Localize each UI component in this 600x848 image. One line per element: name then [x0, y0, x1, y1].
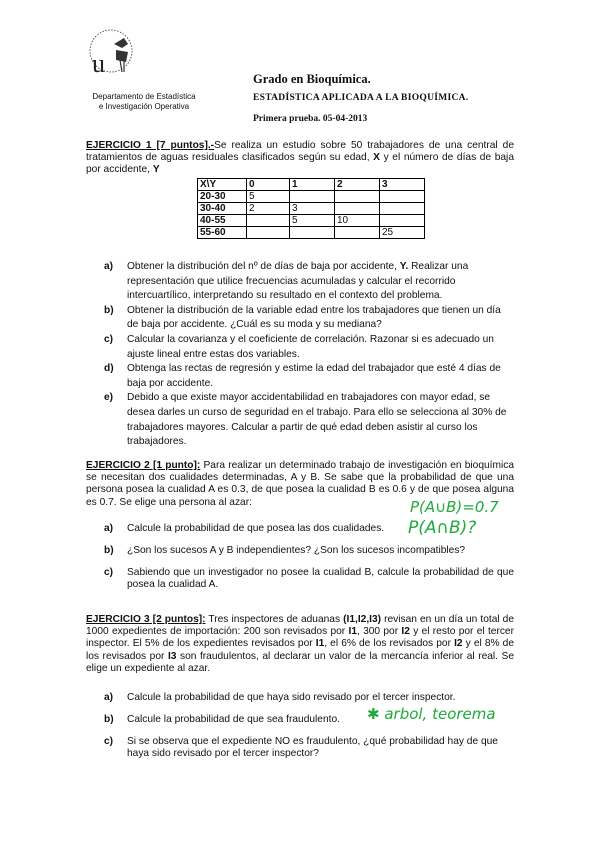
table-row: 30-40 2 3	[198, 203, 425, 215]
handwritten-note-intersection: P(A∩B)?	[408, 518, 477, 538]
department-name	[86, 92, 202, 111]
list-item: b) Calcule la probabilidad de que sea fraudulento.	[104, 713, 340, 725]
exercise-1-items	[104, 260, 514, 450]
department-line1: Departamento de Estadística	[92, 92, 196, 101]
list-item: e) Debido a que existe mayor accidentabilidad en trabajadores con mayor edad, se desea darles un curso de seguridad en el trabajo. Para ello se selecciona al 30% de trabajadores mayores. Calcular a partir de qué edad deben asistir al curso los trabajadores.	[104, 392, 507, 448]
exercise-3-items	[104, 692, 514, 761]
list-item: b) ¿Son los sucesos A y B independientes? ¿Son los sucesos incompatibles?	[104, 544, 466, 556]
exercise-2-items	[104, 523, 514, 592]
exercise-3-statement: EJERCICIO 3 [2 puntos]: Tres inspectores de aduanas (I1,I2,I3) revisan en un día un total de 1000 expedientes de importación: 200 son revisados por I1, 300 por I2 y el resto por el tercer inspector. El 5% de los expedientes revisados por I1, el 6% de los revisados por I2 y el 8% de los revisados por I3 son fraudulentos, al declarar un valor de la mercancía inferior al real. Se elige un expediente al azar.	[86, 614, 515, 674]
exercise-3-heading: EJERCICIO 3 [2 puntos]:	[86, 614, 206, 625]
handwritten-note-union: P(A∪B)=0.7	[410, 498, 499, 516]
department-line2: e Investigación Operativa	[98, 101, 190, 111]
list-item: a) Obtener la distribución del nº de días de baja por accidente, Y. Realizar una representación que utilice frecuencias acumuladas y calcular el recorrido intercuartílico, interpretando su resultado en el contexto del problema.	[104, 261, 469, 302]
university-logo	[80, 28, 142, 80]
course-title: ESTADÍSTICA APLICADA A LA BIOQUÍMICA.	[253, 93, 469, 103]
list-item: c) Si se observa que el expediente NO es fraudulento, ¿qué probabilidad hay de que haya sido revisado por el tercer inspector?	[104, 735, 498, 760]
degree-title: Grado en Bioquímica.	[253, 72, 371, 86]
table-row: 40-55 5 10	[198, 215, 425, 227]
exercise-1-statement: EJERCICIO 1 [7 puntos].-Se realiza un estudio sobre 50 trabajadores de una central de tratamientos de aguas residuales clasificados según su edad, X y el número de días de baja por accidente, Y	[86, 140, 514, 176]
table-row: 55-60 25	[198, 227, 425, 239]
list-item: a) Calcule la probabilidad de que haya sido revisado por el tercer inspector.	[104, 692, 456, 703]
table-header-row: X\Y 0 1 2 3	[198, 179, 425, 191]
exam-date: Primera prueba. 05-04-2013	[253, 114, 368, 124]
exercise-1-heading: EJERCICIO 1 [7 puntos].-	[86, 140, 215, 151]
list-item: b) Obtener la distribución de la variable edad entre los trabajadores que tienen un día de baja por accidente. ¿Cuál es su moda y su mediana?	[104, 304, 501, 331]
list-item: a) Calcule la probabilidad de que posea las dos cualidades.	[104, 523, 385, 534]
svg-text:u: u	[92, 49, 105, 78]
list-item: d) Obtenga las rectas de regresión y estime la edad del trabajador que esté 4 días de baja por accidente.	[104, 363, 501, 389]
table-row: 20-30 5	[198, 191, 425, 203]
list-item: c) Calcular la covarianza y el coeficiente de correlación. Razonar si es adecuado un ajuste lineal entre estas dos variables.	[104, 333, 494, 360]
exercise-2-statement: EJERCICIO 2 [1 punto]: Para realizar un determinado trabajo de investigación en bioquímica se necesitan dos cualidades determinadas, A y B. Se sabe que la probabilidad de que una persona posea la cualidad A es 0.3, de que posea la cualidad B es 0.6 y de que posea alguna es 0.7. Se elige una persona al azar:	[86, 460, 514, 508]
handwritten-note-tree: ✱ arbol, teorema	[367, 705, 496, 723]
frequency-table	[197, 178, 425, 239]
exercise-2-heading: EJERCICIO 2 [1 punto]:	[86, 460, 201, 471]
list-item: c) Sabiendo que un investigador no posee la cualidad B, calcule la probabilidad de que posea la cualidad A.	[104, 566, 514, 591]
